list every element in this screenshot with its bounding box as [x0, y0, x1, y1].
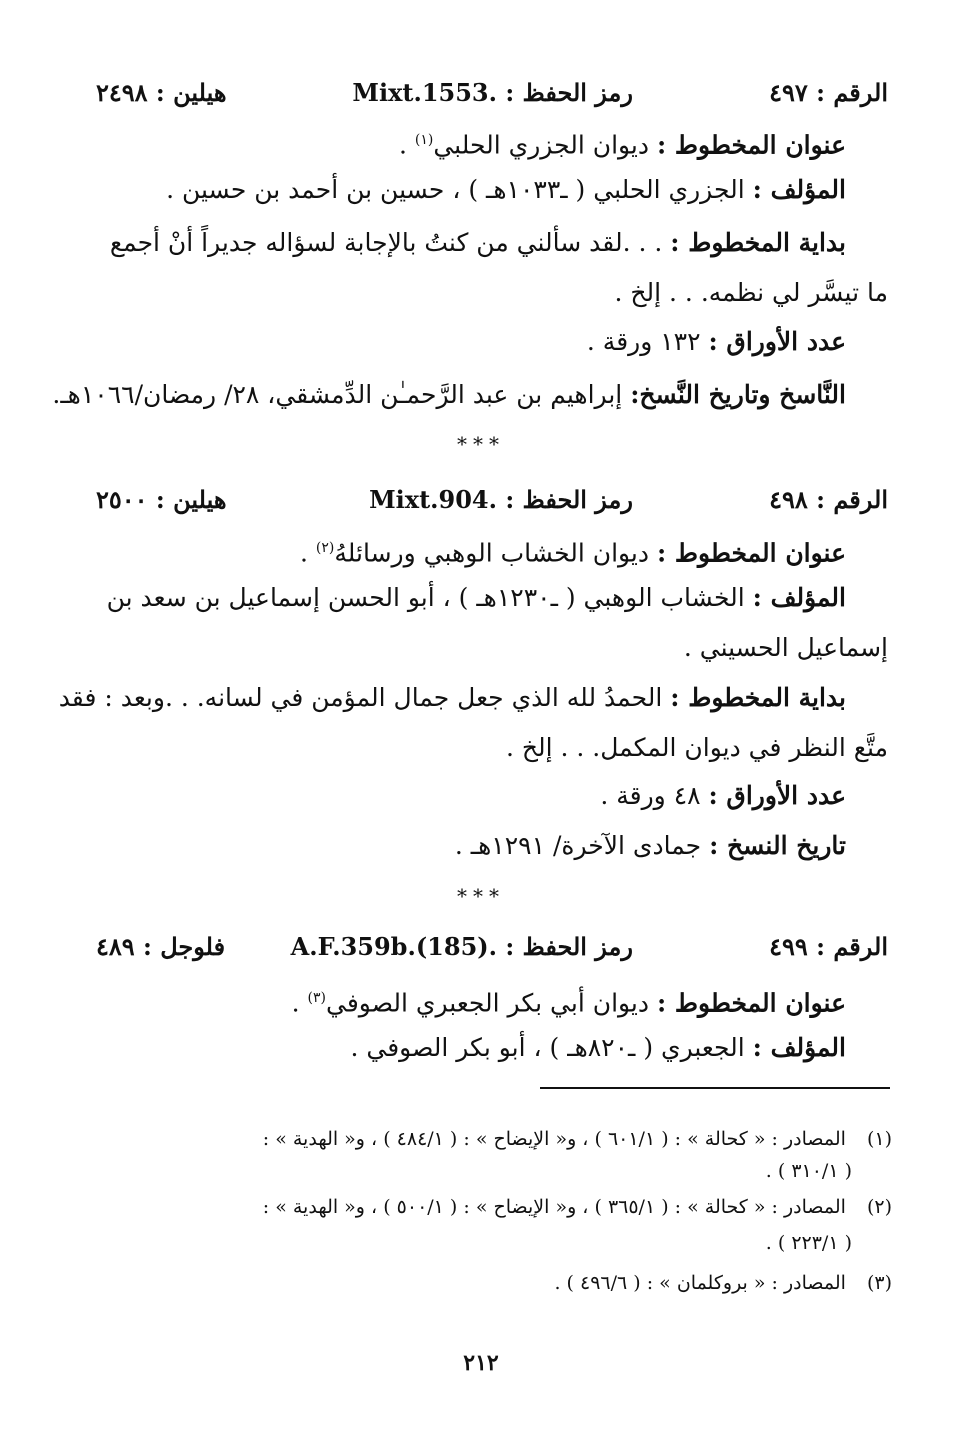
page-number: ٢١٢: [463, 1350, 499, 1376]
catalog-reference: فلوجل : ٤٨٩: [96, 932, 226, 961]
copy-date-line: [96, 828, 846, 864]
footnote-text: المصادر : « كحالة » : ( ٣٦٥/١ ) ، و« الإيضاح » : ( ٥٠٠/١ ) ، و« الهدية » :: [262, 1196, 846, 1218]
footnote-3: [104, 1268, 892, 1298]
author-value: الخشاب الوهبي ( ـ١٢٣٠هـ ) ، أبو الحسن إسماعيل بن سعد بن: [106, 583, 745, 612]
footnote-number: (١): [866, 1128, 892, 1150]
beginning-label: بداية المخطوط :: [670, 683, 846, 712]
beginning-label: بداية المخطوط :: [670, 228, 846, 257]
footnote-ref: (٢): [315, 540, 335, 556]
catalog-reference: هيلين : ٢٥٠٠: [96, 485, 227, 514]
copyist-line: [52, 377, 846, 413]
shelf-code: رمز الحفظ : .Mixt.904: [369, 485, 633, 514]
footnote-text: المصادر : « كحالة » : ( ٦٠١/١ ) ، و« الإيضاح » : ( ٤٨٤/١ ) ، و« الهدية » :: [262, 1128, 846, 1150]
footnote-ref: (١): [414, 132, 434, 148]
entry-header: [96, 932, 888, 968]
author-line: [96, 580, 846, 616]
title-value: ديوان الخشاب الوهبي ورسائلهُ: [334, 538, 650, 568]
shelf-code: رمز الحفظ : .A.F.359b.(185): [290, 932, 633, 961]
entry-header: [96, 78, 888, 114]
footnote-divider: [540, 1087, 890, 1089]
copy-date-label: تاريخ النسخ :: [709, 831, 846, 860]
author-value: الجزري الحلبي ( ـ١٠٣٣هـ ) ، حسين بن أحمد بن حسين .: [166, 175, 745, 204]
footnote-1: [104, 1124, 892, 1154]
beginning-line: [96, 225, 846, 261]
title-value: ديوان الجزري الحلبي: [433, 130, 650, 160]
footnote-1-continuation: ( ٣١٠/١ ) .: [765, 1160, 852, 1182]
leaves-label: عدد الأوراق :: [708, 327, 846, 356]
author-label: المؤلف :: [752, 583, 846, 612]
leaves-line: [96, 778, 846, 814]
footnote-number: (٢): [866, 1196, 892, 1218]
leaves-label: عدد الأوراق :: [708, 781, 846, 810]
entry-header: [96, 485, 888, 521]
author-label: المؤلف :: [752, 175, 846, 204]
author-value: الجعبري ( ـ٨٢٠هـ ) ، أبو بكر الصوفي .: [350, 1033, 745, 1062]
shelf-code: رمز الحفظ : .Mixt.1553: [352, 78, 633, 107]
entry-number: الرقم : ٤٩٩: [769, 932, 888, 961]
leaves-value: ١٣٢ ورقة .: [586, 327, 701, 356]
copyist-value: إبراهيم بن عبد الرَّحمـٰن الدِّمشقي، ٢٨/ رمضان/١٠٦٦هـ.: [52, 380, 623, 409]
separator-stars: ***: [457, 884, 505, 908]
footnote-2: [104, 1192, 892, 1222]
footnote-number: (٣): [866, 1272, 892, 1294]
title-line: عنوان المخطوط : ديوان الخشاب الوهبي ورسائلهُ$^{(٢)}$ .: [299, 538, 846, 568]
leaves-line: [96, 324, 846, 360]
footnote-text: المصادر : « بروكلمان » : ( ٤٩٦/٦ ) .: [554, 1272, 846, 1294]
separator-stars: ***: [457, 432, 505, 456]
beginning-value: الحمدُ لله الذي جعل جمال المؤمن في لسانه. . .وبعد : فقد: [58, 683, 663, 712]
copy-date-value: جمادى الآخرة/ ١٢٩١هـ .: [454, 831, 702, 860]
title-value: ديوان أبي بكر الجعبري الصوفي: [326, 988, 650, 1018]
author-continuation: إسماعيل الحسيني .: [683, 633, 888, 662]
catalog-reference: هيلين : ٢٤٩٨: [96, 78, 227, 107]
copyist-label: النَّاسخ وتاريخ النَّسخ:: [630, 380, 846, 409]
beginning-value: . . .لقد سألني من كنتُ بالإجابة لسؤاله جديراً أنْ أجمع: [109, 228, 663, 257]
footnote-2-continuation: ( ٢٢٣/١ ) .: [765, 1232, 852, 1254]
beginning-continuation: ما تيسَّر لي نظمه. . . إلخ .: [614, 278, 888, 307]
footnote-ref: (٣): [307, 990, 327, 1006]
title-label: عنوان المخطوط :: [656, 538, 846, 568]
beginning-continuation: متَّع النظر في ديوان المكمل. . . إلخ .: [505, 733, 888, 762]
title-label: عنوان المخطوط :: [656, 130, 846, 160]
entry-number: الرقم : ٤٩٨: [769, 485, 888, 514]
title-line: عنوان المخطوط : ديوان أبي بكر الجعبري الصوفي$^{(٣)}$ .: [291, 988, 846, 1018]
title-label: عنوان المخطوط :: [656, 988, 846, 1018]
title-line: عنوان المخطوط : ديوان الجزري الحلبي$^{(١)}$ .: [398, 130, 846, 160]
author-line: [96, 1030, 846, 1066]
author-label: المؤلف :: [752, 1033, 846, 1062]
beginning-line: [58, 680, 846, 716]
author-line: [96, 172, 846, 208]
entry-number: الرقم : ٤٩٧: [769, 78, 888, 107]
leaves-value: ٤٨ ورقة .: [600, 781, 701, 810]
